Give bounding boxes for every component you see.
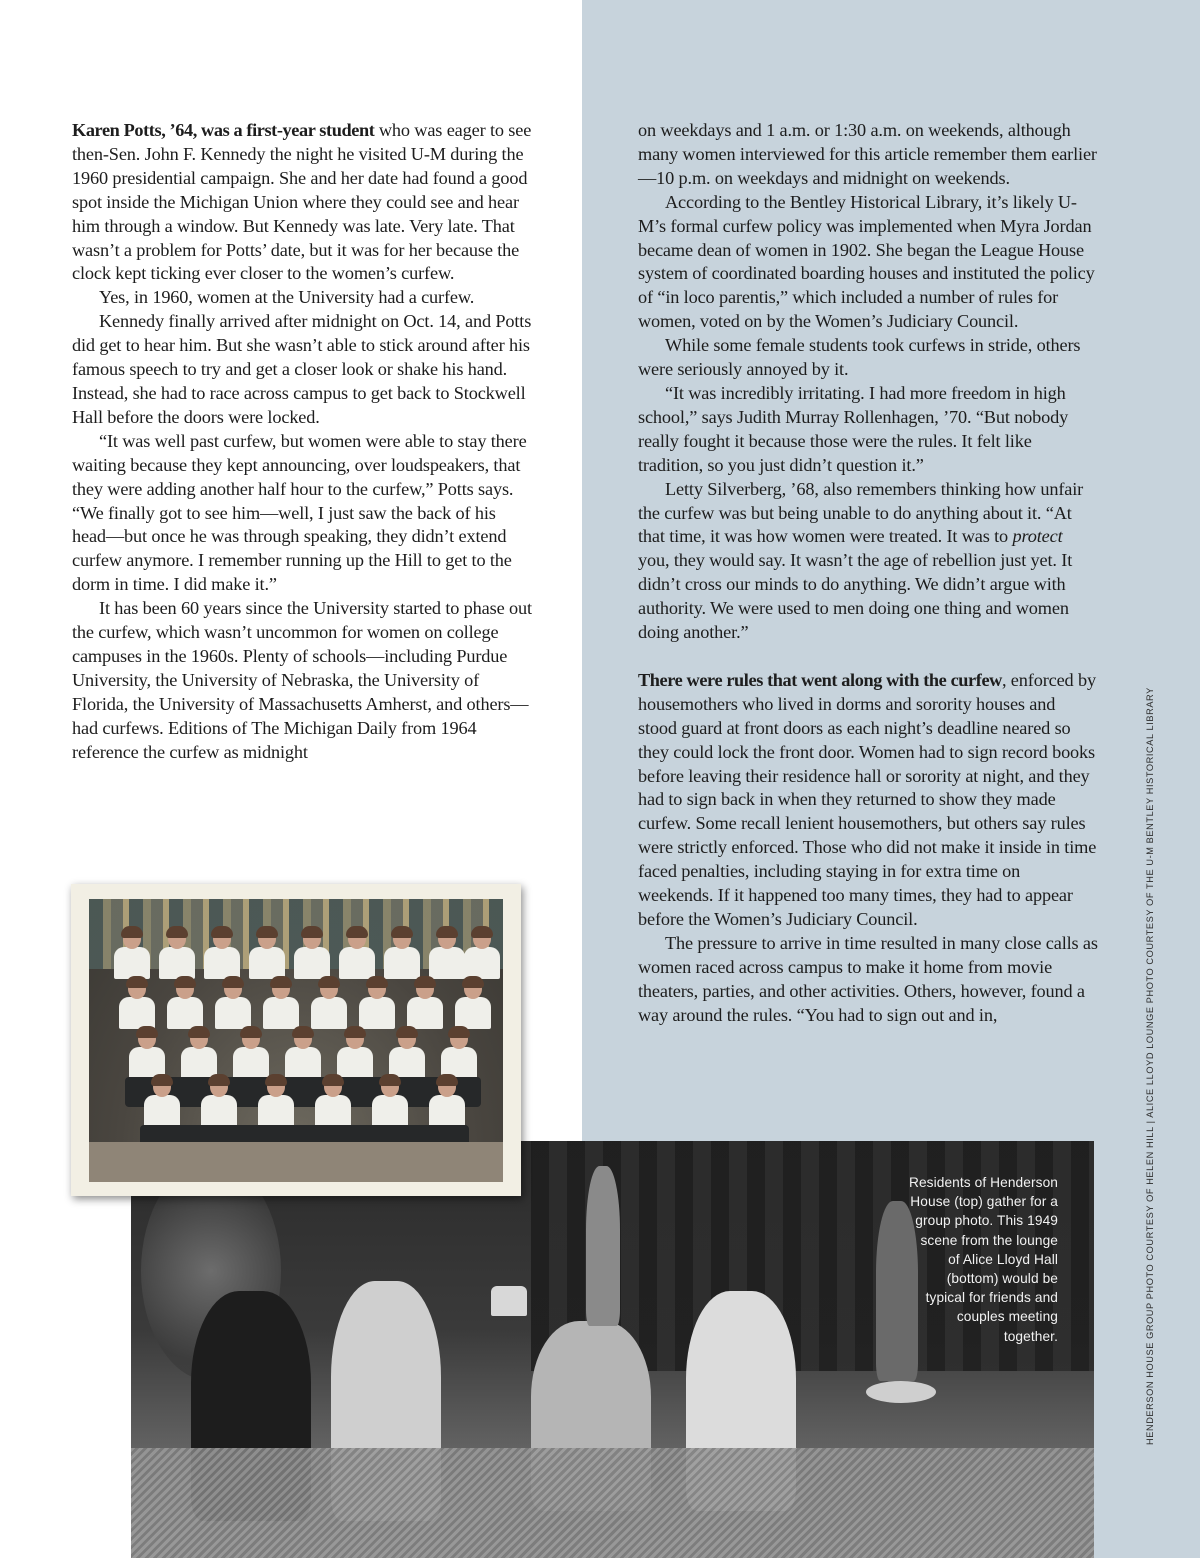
article-column-right bbox=[638, 119, 1098, 1028]
paragraph bbox=[638, 669, 1098, 932]
photo-person bbox=[384, 929, 420, 979]
photo-floor bbox=[89, 1142, 503, 1182]
photo-person bbox=[339, 929, 375, 979]
photo-person bbox=[389, 1029, 425, 1079]
photo-person bbox=[201, 1077, 237, 1127]
photo-person bbox=[372, 1077, 408, 1127]
group-photo-image bbox=[89, 899, 503, 1182]
photo-person bbox=[311, 979, 347, 1029]
paragraph: Yes, in 1960, women at the University had a curfew. bbox=[99, 287, 475, 308]
photo-person bbox=[315, 1077, 351, 1127]
paragraph: Kennedy finally arrived after midnight on Oct. 14, and Potts did get to hear him. But she wasn’t able to stick around after his famous speech to try and get a closer look or shake his hand. Instead, she had to race across campus to get back to Stockwell Hall before the doors were locked. bbox=[72, 311, 532, 427]
photo-credit: HENDERSON HOUSE GROUP PHOTO COURTESY OF HELEN HILL | ALICE LLOYD LOUNGE PHOTO COURTESY OF THE U-M BENTLEY HISTORICAL LIBRARY bbox=[1145, 687, 1155, 1445]
photo-person bbox=[215, 979, 251, 1029]
photo-person bbox=[359, 979, 395, 1029]
photo-lamp bbox=[491, 1286, 527, 1316]
photo-person bbox=[429, 929, 465, 979]
photo-person bbox=[285, 1029, 321, 1079]
paragraph: It has been 60 years since the University started to phase out the curfew, which wasn’t uncommon for women on college campuses in the 1960s. Plenty of schools—including Purdue University, the University of Nebraska, the University of Florida, the University of Massachusetts Amherst, and others—had curfews. Editions of The Michigan Daily from 1964 reference the curfew as midnight bbox=[72, 598, 532, 762]
article-column-left bbox=[72, 119, 532, 764]
photo-table bbox=[866, 1381, 936, 1403]
paragraph: “It was well past curfew, but women were able to stay there waiting because they kept announcing, over loudspeakers, that they were adding another half hour to the curfew,” Potts says. “We finally got to see him—well, I just saw the back of his head—but once he was through speaking, they didn’t extend curfew anymore. I remember running up the Hill to get to the dorm in time. I did make it.” bbox=[72, 430, 527, 595]
photo-person bbox=[263, 979, 299, 1029]
photo-person bbox=[233, 1029, 269, 1079]
photo-person bbox=[129, 1029, 165, 1079]
photo-person bbox=[258, 1077, 294, 1127]
paragraph bbox=[638, 478, 1098, 645]
group-photo bbox=[71, 884, 521, 1196]
paragraph: The pressure to arrive in time resulted in many close calls as women raced across campus to make it home from movie theaters, parties, and other activities. Others, however, found a way around the rules. “You had to sign out and in, bbox=[638, 932, 1098, 1025]
photo-person bbox=[144, 1077, 180, 1127]
photo-person bbox=[294, 929, 330, 979]
photo-person bbox=[204, 929, 240, 979]
photo-person bbox=[455, 979, 491, 1029]
paragraph: on weekdays and 1 a.m. or 1:30 a.m. on weekends, although many women interviewed for this article remember them earlier—10 p.m. on weekdays and midnight on weekends. bbox=[638, 120, 1097, 188]
paragraph: According to the Bentley Historical Library, it’s likely U-M’s formal curfew policy was implemented when Myra Jordan became dean of women in 1902. She began the League House system of coordinated boarding houses and instituted the policy of “in loco parentis,” which included a number of rules for women, voted on by the Women’s Judiciary Council. bbox=[638, 191, 1095, 332]
paragraph bbox=[72, 119, 532, 286]
paragraph-text: you, they would say. It wasn’t the age of rebellion just yet. It didn’t cross our minds to do anything. We didn’t argue with authority. We were used to men doing one thing and women doing another.” bbox=[638, 550, 1073, 643]
photo-person bbox=[181, 1029, 217, 1079]
photo-person bbox=[167, 979, 203, 1029]
photo-person bbox=[441, 1029, 477, 1079]
lead-in: There were rules that went along with the curfew bbox=[638, 669, 1002, 690]
photo-rug bbox=[131, 1448, 1094, 1558]
photo-figure bbox=[586, 1166, 620, 1326]
paragraph-text: , enforced by housemothers who lived in dorms and sorority houses and stood guard at front doors as each night’s deadline neared so they could lock the front door. Women had to sign record books before leaving their residence hall or sorority at night, and they had to sign back in when they returned to show they made curfew. Some recall lenient housemothers, but others say rules were strictly enforced. Those who did not make it inside in time faced penalties, including staying in for extra time on weekends. If it happened too many times, they had to appear before the Women’s Judiciary Council. bbox=[638, 669, 1097, 929]
emphasis: protect bbox=[1012, 526, 1063, 547]
photo-person bbox=[114, 929, 150, 979]
photo-person bbox=[337, 1029, 373, 1079]
photo-person bbox=[249, 929, 285, 979]
photo-person bbox=[119, 979, 155, 1029]
lead-in: Karen Potts, ’64, was a first-year student bbox=[72, 120, 375, 140]
photo-caption: Residents of Henderson House (top) gather for a group photo. This 1949 scene from the lounge of Alice Lloyd Hall (bottom) would be typical for friends and couples meeting together. bbox=[908, 1175, 1058, 1344]
paragraph: While some female students took curfews in stride, others were seriously annoyed by it. bbox=[638, 335, 1081, 380]
photo-person bbox=[407, 979, 443, 1029]
photo-person bbox=[159, 929, 195, 979]
paragraph-text: Letty Silverberg, ’68, also remembers thinking how unfair the curfew was but being unable to do anything about it. “At that time, it was how women were treated. It was to bbox=[638, 478, 1084, 547]
lounge-photo bbox=[131, 1141, 1094, 1558]
photo-person bbox=[464, 929, 500, 979]
paragraph: “It was incredibly irritating. I had more freedom in high school,” says Judith Murray Rollenhagen, ’70. “But nobody really fought it because those were the rules. It felt like tradition, so you just didn’t question it.” bbox=[638, 382, 1069, 475]
photo-person bbox=[429, 1077, 465, 1127]
paragraph-text: who was eager to see then-Sen. John F. Kennedy the night he visited U-M during the 1960 presidential campaign. She and her date had found a good spot inside the Michigan Union where they could see and hear him through a window. But Kennedy was late. Very late. That wasn’t a problem for Potts’ date, but it was for her because the clock kept ticking ever closer to the women’s curfew. bbox=[72, 120, 532, 284]
